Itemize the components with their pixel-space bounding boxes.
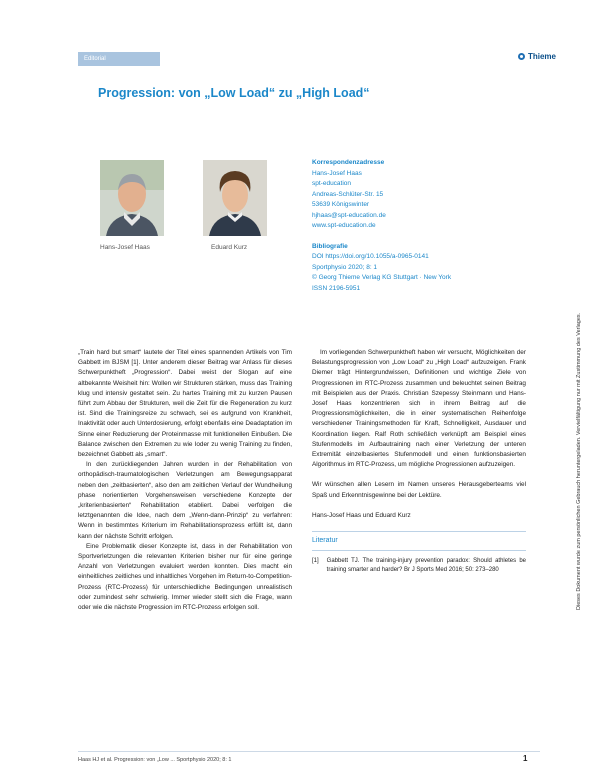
contact-heading: Korrespondenzadresse [312, 159, 385, 166]
footer-citation: Haas HJ et al. Progression: von „Low ... Sportphysio 2020; 8: 1 [78, 757, 232, 763]
doi-link[interactable]: DOI https://doi.org/10.1055/a-0965-0141 [312, 253, 429, 260]
contact-line: spt-education [312, 180, 352, 187]
author-caption-kurz: Eduard Kurz [211, 244, 248, 251]
literatur-heading: Literatur [312, 537, 338, 545]
portrait-photo-icon [203, 160, 267, 236]
publisher-logo-text: Thieme [527, 52, 556, 61]
author-photo-haas [100, 160, 164, 236]
biblio-heading: Bibliografie [312, 242, 348, 250]
reference-item [312, 557, 526, 575]
contact-line: Andreas-Schlüter-Str. 15 [312, 190, 384, 198]
author-photo-kurz [203, 160, 267, 236]
body-paragraph: „Train hard but smart“ lautete der Titel eines spannenden Artikels von Tim Gabbett im BJSM [1]. Unter anderem dieser Beitrag war Anlass für dieses Schwerpunktheft „Progression“. Dabei weist der Slogan auf eine altbekannte Weisheit hin: Wollen wir Strukturen stärken, muss das Training klug und intensiv gestaltet sein. Zu hartes Training mit zu kurzen Pausen führt zum Abbau der Strukturen, weil die Zeit für die Regeneration zu kurz ist. Sind die Trainingsreize zu schwach, sei es aufgrund von Krankheit, Inaktivität oder auch Unterdosierung, erfolgt ebenfalls eine Deadaptation im Sinne einer Reduzierung der Proteinmasse mit funktionellen Einbußen. Die Balance zwischen den Extremen zu wie Ioder zu wenig Training zu finden, bezeichnet Gabbett als „smart“. [78, 349, 292, 459]
body-paragraph: Eine Problematik dieser Konzepte ist, dass in der Rehabilitation von Sportverletzungen die relevanten Kriterien bisher nur für eine geringe Anzahl von Verletzungen evaluiert werden konnten. Dies macht ein einheitliches zeitliches und inhaltliches Vorgehen im Return-to-Competition-Prozess (RTC-Prozess) für unterschiedliche Bedingungen unrealistisch oder zumindest sehr schwierig. Immer wieder stellt sich die Frage, wann oder wie die nächste Progression im RTC-Prozess erfolgen soll. [78, 542, 292, 612]
reference-number: [1] [312, 558, 319, 565]
body-column-left [78, 348, 292, 613]
article-title: Progression: von „Low Load“ zu „High Load“ [98, 86, 370, 100]
thieme-logo-icon [518, 53, 525, 60]
body-column-right [312, 348, 526, 575]
author-caption-haas: Hans-Josef Haas [100, 244, 150, 251]
body-paragraph: Im vorliegenden Schwerpunktheft haben wir versucht, Möglichkeiten der Belastungsprogression von „Low Load“ zu „High Load“ aufzuzeigen. Frank Diemer trägt Hintergrundwissen, Definitionen und wichtige Ziele von Progressionen im RTC-Prozess zusammen und beleuchtet seinen Beitrag mit Beispielen aus der Praxis. Christian Szepessy Steinmann und Hans-Josef Haas konzentrieren sich in ihrem Beitrag auf die Progressionsmöglichkeiten, die in einer systematischen Reihenfolge verschiedener Trainingsmethoden für Kraft, Schnelligkeit, Ausdauer und Koordination liegen. Ralf Roth schließlich verknüpft am Beispiel eines Stufenmodells im Aufbautraining nach einer Verletzung der unteren Extremität einzelbasiertes Stufenmodell und einen funktionsbasierten Algorithmus im RTC-Prozess, um mögliche Progressionen aufzuzeigen. [312, 349, 526, 469]
biblio-line: Sportphysio 2020; 8: 1 [312, 263, 378, 271]
body-paragraph: In den zurückliegenden Jahren wurden in der Rehabilitation von orthopädisch-traumatologischen Verletzungen am Bewegungsapparat neben den „zeitbasierten“, also den am zeitlichen Verlauf der Wundheilung phase norientierten Vorgehensweisen verschiedene Konzepte der „kriterienbasierten“ Rehabilitation etabliert. Dabei verfolgen die letztgenannten die Idee, nach dem „Wenn-dann-Prinzip“ zu verfahren: Wenn in bestimmtes Kriterium im Rehabilitationsprozess erfüllt ist, dann kann der nächste Schritt erfolgen. [78, 461, 292, 540]
biblio-line: ISSN 2196-5951 [312, 284, 361, 292]
page-number: 1 [523, 754, 528, 763]
contact-email-link[interactable]: hjhaas@spt-education.de [312, 211, 386, 219]
section-tag: Editorial [78, 52, 160, 66]
reference-text: Gabbett TJ. The training-injury prevention paradox: Should athletes be training smarter and harder? Br J Sports Med 2016; 50: 273–280 [326, 558, 526, 574]
body-paragraph: Wir wünschen allen Lesern im Namen unseres Herausgeberteams viel Spaß und Erkenntnisgewinne bei der Lektüre. [312, 481, 526, 499]
biblio-line: © Georg Thieme Verlag KG Stuttgart · New York [312, 274, 452, 281]
contact-website-link[interactable]: www.spt-education.de [312, 222, 376, 229]
signature-line: Hans-Josef Haas und Eduard Kurz [312, 511, 411, 519]
download-side-note: Dieses Dokument wurde zum persönlichen Gebrauch heruntergeladen. Vervielfältigung nur mit Zustimmung des Verlages. [576, 312, 582, 610]
publisher-logo [518, 52, 556, 61]
footer-divider [78, 751, 540, 752]
contact-line: 53639 Königswinter [312, 201, 370, 208]
portrait-photo-icon [100, 160, 164, 236]
contact-block [312, 158, 451, 294]
contact-line: Hans-Josef Haas [312, 169, 362, 177]
